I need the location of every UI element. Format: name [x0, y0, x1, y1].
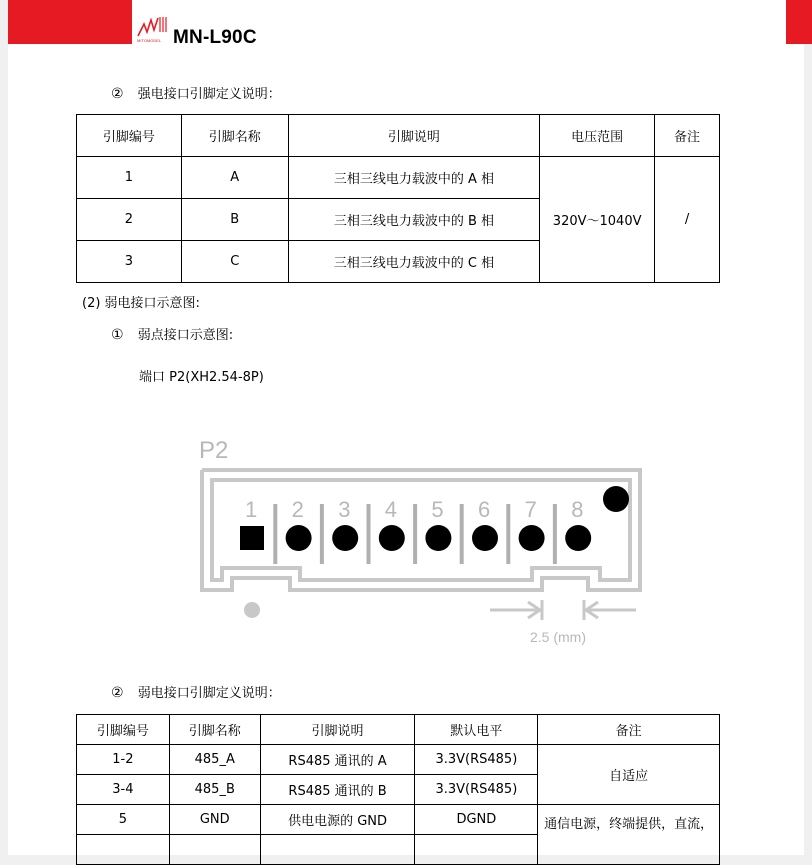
pin-round-icon: [332, 525, 358, 551]
table-row: [77, 805, 720, 835]
pin-desc-cell: 供电电源的 GND: [260, 805, 415, 835]
pin-desc-cell: 三相三线电力载波中的 A 相: [288, 157, 540, 199]
section-marker: ②: [111, 685, 124, 701]
pin1-marker-icon: [244, 602, 260, 618]
pin-square-icon: [240, 526, 264, 550]
page-title: MN-L90C: [173, 27, 257, 48]
pin-name-cell: C: [181, 241, 288, 283]
default-level-cell: 3.3V(RS485): [415, 775, 538, 805]
section-marker: ①: [111, 327, 124, 343]
header-cell: 备注: [538, 715, 720, 745]
pin-round-icon: [565, 525, 591, 551]
pin-number-label: 2: [291, 497, 304, 522]
header-red-bar-right: [786, 0, 812, 44]
header-cell: 引脚名称: [169, 715, 260, 745]
header-cell: 备注: [655, 115, 720, 157]
section-marker: ②: [111, 86, 124, 102]
pin-number-label: 1: [245, 497, 258, 522]
pin-name-cell: 485_B: [169, 775, 260, 805]
pin-round-icon: [286, 525, 312, 551]
header-cell: 引脚编号: [77, 115, 182, 157]
pin-round-icon: [519, 525, 545, 551]
brand-logo-icon: [136, 14, 172, 44]
note-cell: 通信电源，终端提供，直流，: [538, 805, 720, 865]
pin-desc-cell: 三相三线电力载波中的 C 相: [288, 241, 540, 283]
voltage-range-cell: 320V～1040V: [540, 157, 655, 283]
pin-number-label: 6: [478, 497, 491, 522]
table-row: [77, 157, 720, 199]
pin-number-cell: 5: [77, 805, 170, 835]
pin-name-cell: GND: [169, 805, 260, 835]
pitch-label: 2.5 (mm): [530, 629, 586, 645]
logo-wordmark: MITOMODEL: [137, 38, 162, 43]
table-header-row: [77, 715, 720, 745]
section-weak-heading: (2) 弱电接口示意图:: [82, 296, 200, 311]
pin-number-label: 3: [338, 497, 351, 522]
pin-desc-cell: RS485 通讯的 B: [260, 775, 415, 805]
port-label: 端口 P2(XH2.54-8P): [139, 370, 264, 385]
pin-name-cell: A: [181, 157, 288, 199]
pin-name-cell: [169, 835, 260, 865]
header-cell: 引脚说明: [288, 115, 540, 157]
pin-number-cell: 3-4: [77, 775, 170, 805]
header-cell: 电压范围: [540, 115, 655, 157]
strong-pin-table: [76, 114, 720, 283]
default-level-cell: DGND: [415, 805, 538, 835]
pin-desc-cell: RS485 通讯的 A: [260, 745, 415, 775]
note-cell: 自适应: [538, 745, 720, 805]
table-header-row: [77, 115, 720, 157]
header-cell: 引脚编号: [77, 715, 170, 745]
pin-round-icon: [379, 525, 405, 551]
note-cell: /: [655, 157, 720, 283]
polarity-dot-icon: [603, 486, 629, 512]
connector-diagram: [190, 432, 650, 652]
weak-pin-table: [76, 714, 720, 865]
section-title: 强电接口引脚定义说明：: [137, 87, 281, 102]
default-level-cell: [415, 835, 538, 865]
pin-round-icon: [472, 525, 498, 551]
table-row: [77, 745, 720, 775]
header-cell: 引脚名称: [181, 115, 288, 157]
pin-name-cell: 485_A: [169, 745, 260, 775]
pin-number-label: 8: [571, 497, 584, 522]
pin-number-label: 4: [384, 497, 398, 522]
header-cell: 默认电平: [415, 715, 538, 745]
pin-desc-cell: 三相三线电力载波中的 B 相: [288, 199, 540, 241]
pin-number-label: 5: [431, 497, 444, 522]
pin-number-label: 7: [524, 497, 537, 522]
pin-number-cell: [77, 835, 170, 865]
pin-desc-cell: [260, 835, 415, 865]
pin-number-cell: 2: [77, 199, 182, 241]
pin-name-cell: B: [181, 199, 288, 241]
section-title: 弱电接口引脚定义说明：: [137, 686, 281, 701]
default-level-cell: 3.3V(RS485): [415, 745, 538, 775]
pin-number-cell: 1-2: [77, 745, 170, 775]
header-cell: 引脚说明: [260, 715, 415, 745]
section-weak-sub-heading: [111, 327, 233, 344]
header-red-bar-left: [8, 0, 132, 44]
pin-number-cell: 1: [77, 157, 182, 199]
section-weak-def-heading: [111, 685, 281, 702]
connector-label: P2: [199, 437, 229, 464]
pin-round-icon: [425, 525, 451, 551]
section-strong-heading: [111, 86, 281, 103]
pin-number-cell: 3: [77, 241, 182, 283]
section-title: 弱点接口示意图:: [137, 328, 234, 343]
